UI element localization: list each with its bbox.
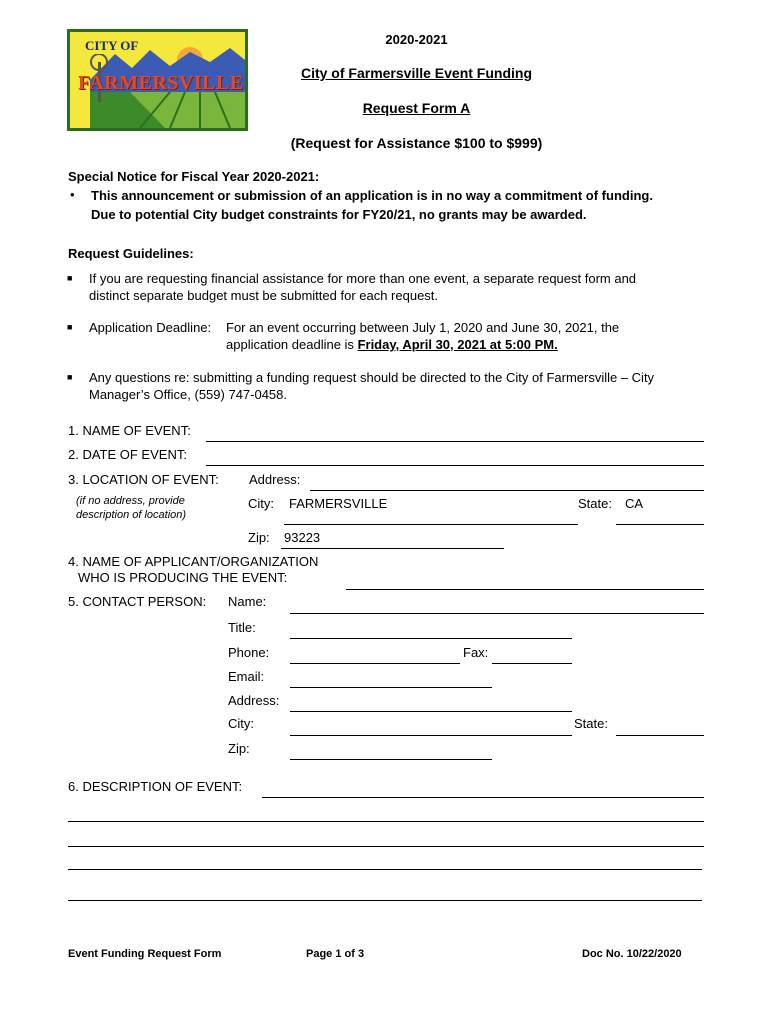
location-state-label: State:: [578, 496, 612, 511]
guideline-1-line-1: If you are requesting financial assistance for more than one event, a separate request form and: [89, 271, 637, 286]
guideline-3-line-1: Any questions re: submitting a funding request should be directed to the City of Farmersville – City: [89, 370, 655, 385]
form-title: City of Farmersville Event Funding: [300, 65, 533, 81]
contact-city-label: City:: [228, 716, 254, 731]
description-label: 6. DESCRIPTION OF EVENT:: [68, 779, 243, 794]
form-subtitle: Request Form A: [362, 100, 471, 116]
square-bullet-icon: ■: [67, 372, 73, 382]
date-of-event-label: 2. DATE OF EVENT:: [68, 447, 187, 462]
guideline-2-prefix: Application Deadline:: [89, 320, 212, 335]
contact-name-field[interactable]: [290, 613, 704, 614]
notice-line-1: This announcement or submission of an application is in no way a commitment of funding.: [91, 188, 653, 203]
location-address-field[interactable]: [310, 490, 704, 491]
location-zip-value[interactable]: 93223: [284, 530, 321, 545]
contact-city-field[interactable]: [290, 735, 572, 736]
guideline-2-line-2: [226, 337, 558, 353]
footer-page-number: Page 1 of 3: [306, 948, 365, 960]
contact-address-field[interactable]: [290, 711, 572, 712]
deadline-intro: application deadline is: [226, 337, 354, 352]
contact-state-field[interactable]: [616, 735, 704, 736]
form-year: 2020-2021: [385, 32, 448, 47]
location-note-2: description of location): [76, 509, 187, 521]
description-line-2[interactable]: [68, 821, 704, 822]
contact-zip-field[interactable]: [290, 759, 492, 760]
description-line-1[interactable]: [262, 797, 704, 798]
location-of-event-label: 3. LOCATION OF EVENT:: [68, 472, 219, 487]
contact-title-label: Title:: [228, 620, 256, 635]
contact-address-label: Address:: [228, 693, 280, 708]
contact-phone-field[interactable]: [290, 663, 460, 664]
footer-form-name: Event Funding Request Form: [68, 948, 222, 960]
location-city-value[interactable]: FARMERSVILLE: [289, 496, 388, 511]
contact-fax-label: Fax:: [463, 645, 489, 660]
contact-person-label: 5. CONTACT PERSON:: [68, 594, 207, 609]
date-of-event-field[interactable]: [206, 465, 704, 466]
notice-heading: Special Notice for Fiscal Year 2020-2021:: [68, 169, 320, 184]
guidelines-heading: Request Guidelines:: [68, 246, 194, 261]
applicant-field[interactable]: [346, 589, 704, 590]
contact-phone-label: Phone:: [228, 645, 270, 660]
location-state-value[interactable]: CA: [625, 496, 644, 511]
bullet-dot-icon: •: [70, 187, 75, 202]
contact-email-label: Email:: [228, 669, 265, 684]
deadline-date: Friday, April 30, 2021 at 5:00 PM.: [357, 337, 558, 352]
contact-fax-field[interactable]: [492, 663, 572, 664]
name-of-event-label: 1. NAME OF EVENT:: [68, 423, 191, 438]
guideline-1-line-2: distinct separate budget must be submitted for each request.: [89, 288, 439, 303]
logo-name: FARMERSVILLE: [78, 72, 244, 94]
contact-title-field[interactable]: [290, 638, 572, 639]
description-line-4[interactable]: [68, 869, 702, 870]
location-zip-label: Zip:: [248, 530, 270, 545]
guideline-3-line-2: Manager’s Office, (559) 747-0458.: [89, 387, 288, 402]
footer-doc-number: Doc No. 10/22/2020: [582, 948, 682, 960]
description-line-3[interactable]: [68, 846, 704, 847]
contact-name-label: Name:: [228, 594, 267, 609]
logo-city-of: CITY OF: [82, 38, 141, 54]
contact-email-field[interactable]: [290, 687, 492, 688]
description-line-5[interactable]: [68, 900, 702, 901]
location-city-label: City:: [248, 496, 274, 511]
contact-zip-label: Zip:: [228, 741, 250, 756]
location-address-label: Address:: [249, 472, 301, 487]
notice-line-2: Due to potential City budget constraints for FY20/21, no grants may be awarded.: [91, 207, 587, 222]
location-city-field[interactable]: [284, 524, 578, 525]
location-state-field[interactable]: [616, 524, 704, 525]
name-of-event-field[interactable]: [206, 441, 704, 442]
location-zip-field[interactable]: [281, 548, 504, 549]
square-bullet-icon: ■: [67, 322, 73, 332]
location-note-1: (if no address, provide: [76, 495, 185, 507]
applicant-label-line-1: 4. NAME OF APPLICANT/ORGANIZATION: [68, 554, 319, 569]
guideline-2-line-1: For an event occurring between July 1, 2020 and June 30, 2021, the: [226, 320, 620, 335]
form-range: (Request for Assistance $100 to $999): [290, 135, 543, 151]
applicant-label-line-2: WHO IS PRODUCING THE EVENT:: [78, 570, 288, 585]
square-bullet-icon: ■: [67, 273, 73, 283]
contact-state-label: State:: [574, 716, 608, 731]
